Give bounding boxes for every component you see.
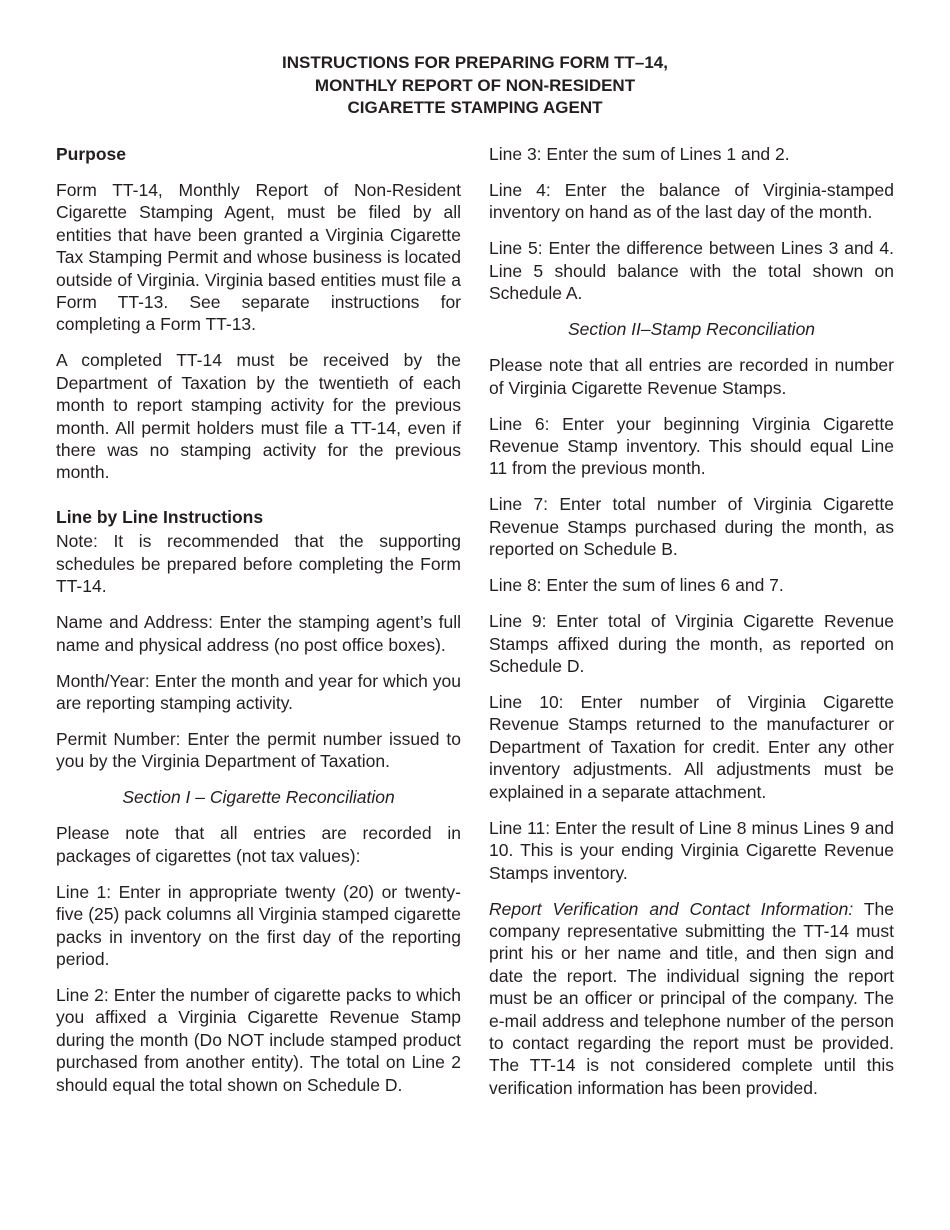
line-10-instruction: Line 10: Enter number of Virginia Cigarette Revenue Stamps returned to the manufacturer or Department of Taxation for credit. Enter any other inventory adjustments. All adjustments must be explained in a separate attachment. — [489, 692, 894, 802]
section-1-note: Please note that all entries are recorded in packages of cigarettes (not tax values): — [56, 823, 461, 866]
verification-paragraph — [489, 898, 894, 1100]
line-6-instruction: Line 6: Enter your beginning Virginia Cigarette Revenue Stamp inventory. This should equal Line 11 from the previous month. — [489, 413, 894, 479]
title-line-3: CIGARETTE STAMPING AGENT — [347, 98, 603, 117]
line-2-instruction: Line 2: Enter the number of cigarette packs to which you affixed a Virginia Cigarette Revenue Stamp during the month (Do NOT include stamped product purchased from another entity). The total on Line 2 should equal the total shown on Schedule D. — [56, 984, 461, 1095]
line-9-instruction: Line 9: Enter total of Virginia Cigarette Revenue Stamps affixed during the month, as reported on Schedule D. — [489, 611, 894, 677]
line-8-instruction: Line 8: Enter the sum of lines 6 and 7. — [489, 575, 784, 596]
verification-text: The company representative submitting the TT-14 must print his or her name and title, and then sign and date the report. The individual signing the report must be an officer or principal of the company. The e-mail address and telephone number of the person to contact regarding the report must be provided. The TT-14 is not considered complete until this verification information has been provided. — [489, 898, 895, 1098]
left-column — [56, 143, 461, 1110]
line-7-instruction: Line 7: Enter total number of Virginia Cigarette Revenue Stamps purchased during the month, as reported on Schedule B. — [489, 494, 894, 560]
document-title — [0, 52, 950, 120]
title-line-2: MONTHLY REPORT OF NON-RESIDENT — [314, 75, 636, 95]
section-2-heading: Section II–Stamp Reconciliation — [567, 319, 816, 340]
right-column — [489, 143, 894, 1113]
line-11-instruction: Line 11: Enter the result of Line 8 minus Lines 9 and 10. This is your ending Virginia Cigarette Revenue Stamps inventory. — [489, 817, 894, 883]
line-5-instruction: Line 5: Enter the difference between Lines 3 and 4. Line 5 should balance with the total shown on Schedule A. — [489, 238, 894, 304]
month-year-instruction: Month/Year: Enter the month and year for which you are reporting stamping activity. — [56, 670, 461, 713]
line-1-instruction: Line 1: Enter in appropriate twenty (20) or twenty-five (25) pack columns all Virginia stamped cigarette packs in inventory on the first day of the reporting period. — [56, 881, 461, 969]
section-1-heading: Section I – Cigarette Reconciliation — [122, 787, 395, 808]
note-paragraph: Note: It is recommended that the supporting schedules be prepared before completing the Form TT-14. — [56, 531, 461, 597]
purpose-heading: Purpose — [56, 144, 127, 164]
purpose-paragraph-1: Form TT-14, Monthly Report of Non-Resident Cigarette Stamping Agent, must be filed by all entities that have been granted a Virginia Cigarette Tax Stamping Permit and whose business is located outside of Virginia. Virginia based entities must file a Form TT-13. See separate instructions for completing a Form TT-13. — [56, 180, 461, 335]
section-2-note: Please note that all entries are recorded in number of Virginia Cigarette Revenue Stamps. — [489, 355, 894, 398]
line-4-instruction: Line 4: Enter the balance of Virginia-stamped inventory on hand as of the last day of the month. — [489, 180, 894, 223]
line-by-line-heading: Line by Line Instructions — [56, 506, 264, 527]
name-address-instruction: Name and Address: Enter the stamping agent’s full name and physical address (no post office boxes). — [56, 612, 461, 655]
permit-number-instruction: Permit Number: Enter the permit number issued to you by the Virginia Department of Taxation. — [56, 728, 461, 772]
purpose-paragraph-2: A completed TT-14 must be received by the Department of Taxation by the twentieth of each month to report stamping activity for the previous month. All permit holders must file a TT-14, even if there was no stamping activity for the previous month. — [56, 350, 461, 483]
line-3-instruction: Line 3: Enter the sum of Lines 1 and 2. — [489, 144, 790, 164]
title-line-1: INSTRUCTIONS FOR PREPARING FORM TT–14, — [282, 53, 668, 72]
verification-label: Report Verification and Contact Information: — [489, 898, 854, 919]
